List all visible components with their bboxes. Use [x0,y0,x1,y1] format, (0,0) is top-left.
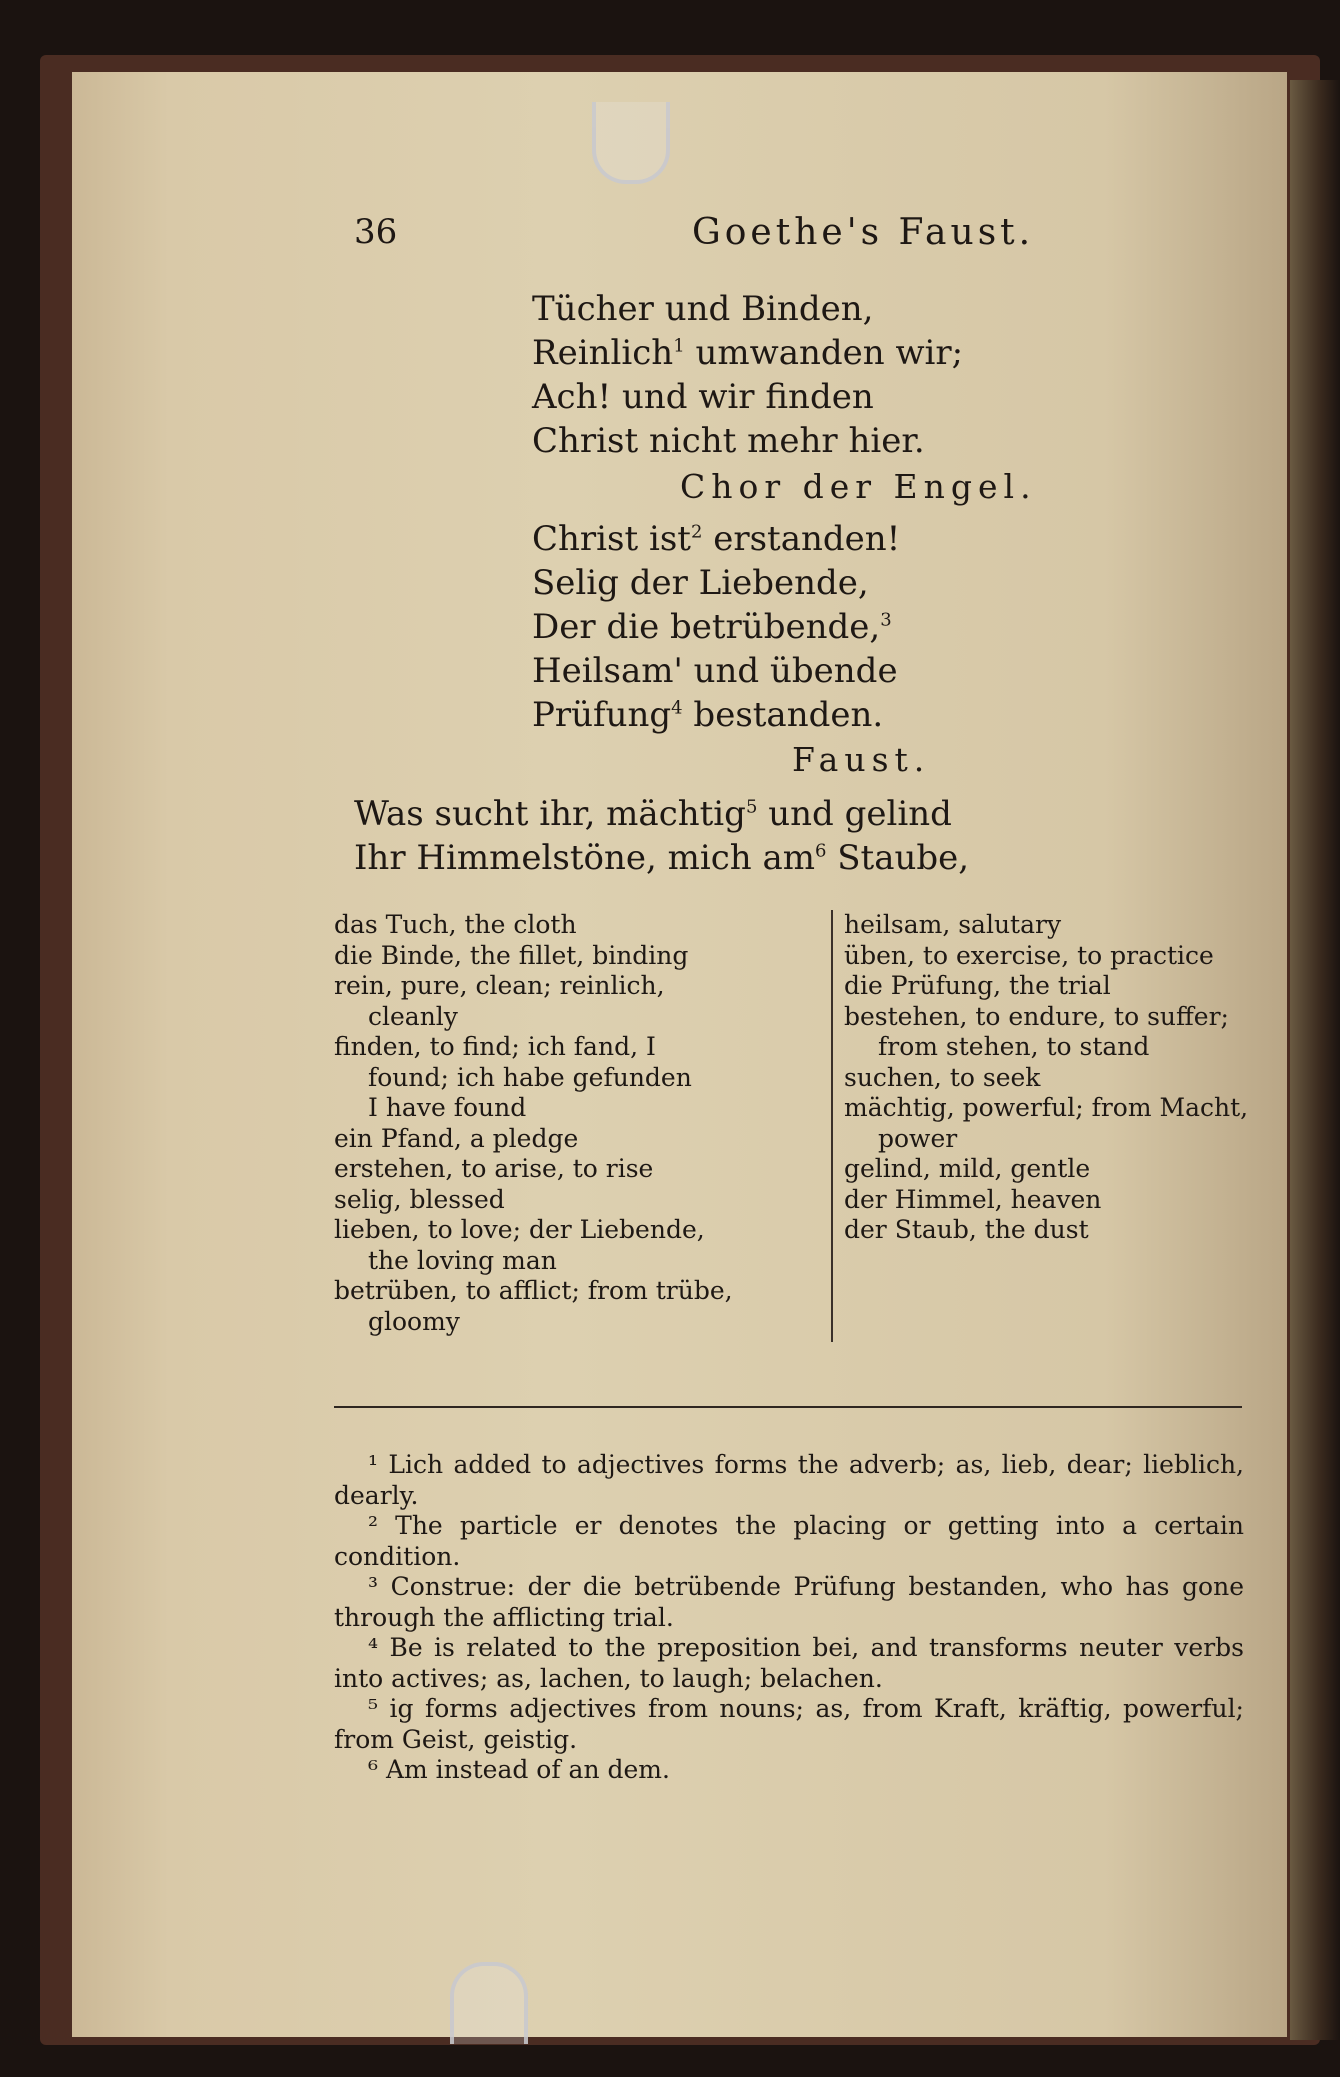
vocab-entry-continuation: gloomy [368,1306,460,1336]
vocabulary-right-column [844,910,1284,1246]
footnote: ² The particle er denotes the placing or getting into a certain condition. [334,1511,1244,1571]
footnote-marker: 3 [880,609,892,631]
verse-stanza-1 [532,287,963,463]
verse-line: Ihr Himmelstöne, mich $am^6$ Staube, [354,838,970,878]
vocab-entry-continuation: I have found [368,1093,527,1122]
footnote: ¹ Lich added to adjectives forms the adverb; as, lieb, dear; lieblich, dearly. [334,1450,1244,1510]
vocab-entry: üben, to exercise, to practice [844,940,1214,970]
footnote-marker: 4 [671,697,683,719]
running-title: Goethe's Faust. [692,212,1035,253]
verse-line: Der die betrübende,$^3$ [532,607,892,647]
footnote-marker: 2 [690,521,703,543]
vocab-entry-continuation: the loving man [368,1245,557,1275]
vocab-entry-continuation: cleanly [368,1001,458,1031]
book-page [72,72,1287,2037]
vocab-entry: die Binde, the fillet, binding [334,940,689,970]
footnote-marker: 1 [673,335,685,357]
footnote: ⁵ ig forms adjectives from nouns; as, from Kraft, kräftig, powerful; from Geist, geistig. [334,1694,1244,1754]
verse-line: Selig der Liebende, [532,563,869,603]
vocab-entry-continuation: from stehen, to stand [878,1032,1150,1061]
column-divider [831,910,833,1342]
vocab-entry: der Staub, the dust [844,1215,1089,1244]
page-clip-bottom [450,1962,528,2044]
vocab-entry: der Himmel, heaven [844,1184,1102,1214]
verse-line: Prüfung$^4$ bestanden. [532,695,884,735]
footnote: ⁴ Be is related to the preposition bei, and transforms neuter verbs into actives; as, lachen, to laugh; belachen. [334,1633,1244,1693]
verse-line: Ach! und wir finden [532,377,874,417]
vocab-entry: mächtig, powerful; from Macht, [844,1093,1249,1122]
verse-line: Tücher und Binden, [532,289,874,329]
verse-stanza-2 [532,517,900,737]
verse-line: Christ ist$^2$ erstanden! [532,519,901,559]
verse-line: Christ nicht mehr hier. [532,421,925,461]
verse-line: Reinlich$^1$ umwanden wir; [532,333,964,373]
page-clip-top [592,102,670,184]
vocab-entry: suchen, to seek [844,1062,1041,1092]
vocab-entry: die Prüfung, the trial [844,971,1111,1000]
footnote-marker: 5 [745,796,758,818]
verse-line: Heilsam' und übende [532,651,898,691]
footnote: ⁶ Am instead of an dem. [368,1755,670,1784]
verse-line: Was sucht ihr, mächtig$^5$ und gelind [354,794,952,834]
vocabulary-left-column [334,910,814,1337]
vocab-entry-continuation: power [878,1123,958,1153]
vocab-entry: heilsam, salutary [844,910,1062,939]
vocab-entry: gelind, mild, gentle [844,1154,1091,1183]
page-header [72,212,1287,272]
speaker-heading: Faust. [792,740,931,779]
vocab-entry: das Tuch, the cloth [334,910,577,939]
next-page-edge [1290,80,1340,2040]
vocab-entry: finden, to find; ich fand, I [334,1032,656,1061]
footnote-rule [334,1406,1242,1408]
vocab-entry: bestehen, to endure, to suffer; [844,1001,1229,1031]
vocab-entry: betrüben, to afflict; from trübe, [334,1276,733,1305]
verse-stanza-3 [354,792,969,880]
footnote: ³ Construe: der die betrübende Prüfung bestanden, who has gone through the afflicting trial. [334,1572,1244,1632]
vocab-entry: rein, pure, clean; reinlich, [334,971,665,1000]
vocab-entry: ein Pfand, a pledge [334,1123,579,1153]
speaker-heading: Chor der Engel. [680,467,1037,506]
footnotes [334,1450,1244,1786]
vocab-entry: lieben, to love; der Liebende, [334,1215,705,1244]
vocab-entry: selig, blessed [334,1184,505,1214]
vocab-entry: erstehen, to arise, to rise [334,1154,654,1183]
footnote-marker: 6 [814,840,827,862]
vocab-entry-continuation: found; ich habe gefunden [368,1062,692,1092]
page-number: 36 [354,212,398,252]
